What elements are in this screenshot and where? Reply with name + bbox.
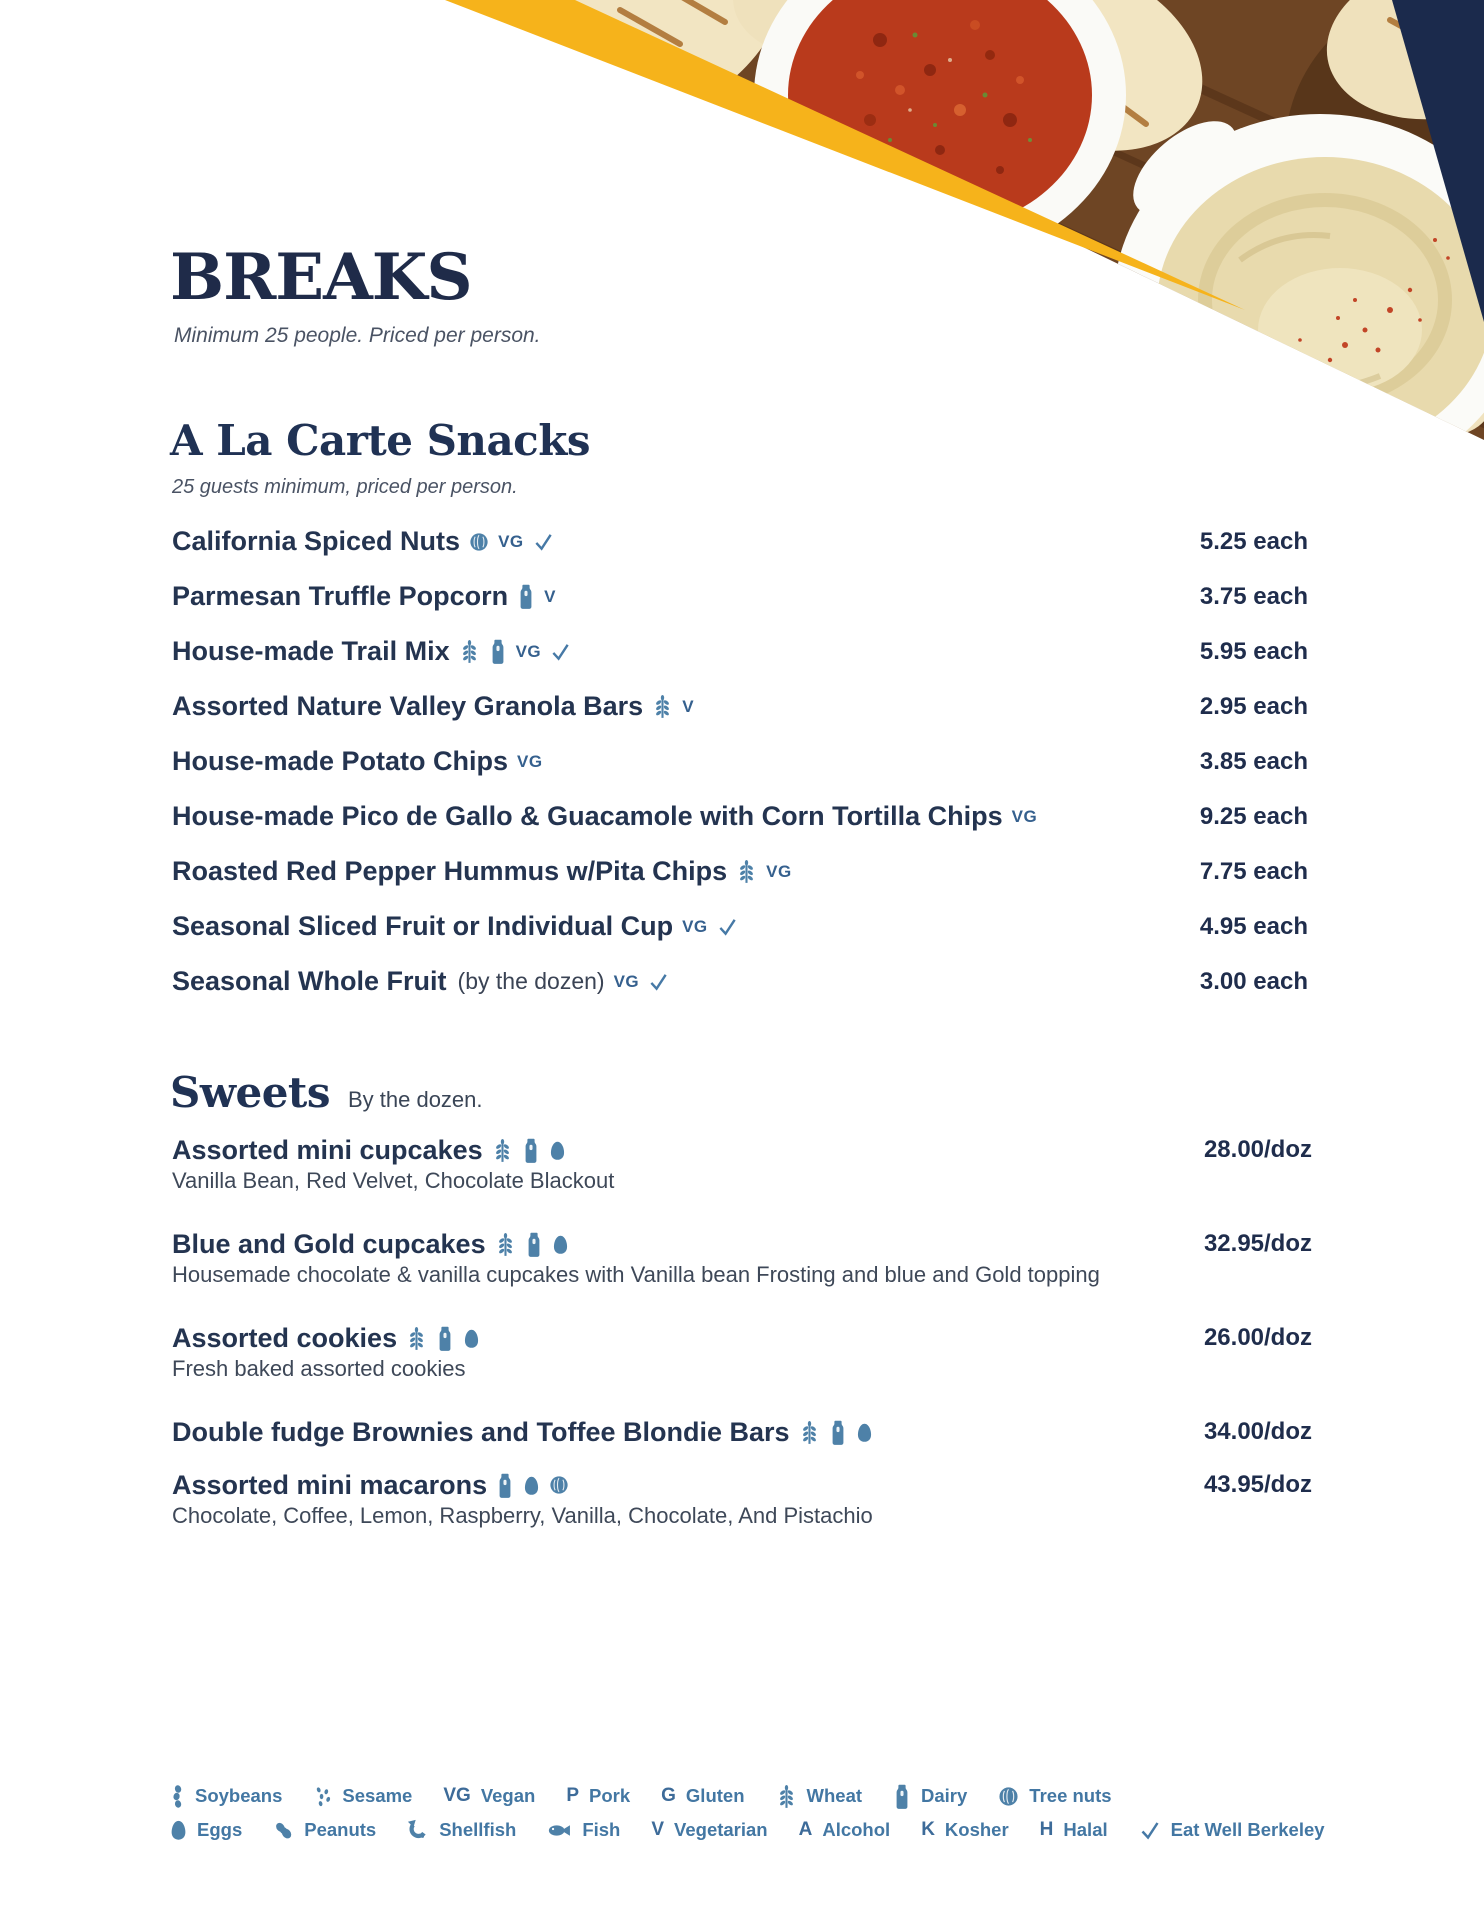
item-name-text: Double fudge Brownies and Toffee Blondie Bars bbox=[172, 1417, 790, 1447]
section-subheading-snacks: 25 guests minimum, priced per person. bbox=[172, 476, 518, 498]
legend-label: Wheat bbox=[806, 1785, 863, 1806]
dairy-icon bbox=[525, 1231, 543, 1258]
wheat-icon bbox=[492, 1138, 513, 1163]
item-price: 7.75 each bbox=[1199, 857, 1308, 885]
egg-icon bbox=[523, 1475, 540, 1496]
item-name-text: House-made Potato Chips bbox=[172, 746, 509, 776]
section-heading-snacks: A La Carte Snacks bbox=[170, 416, 590, 465]
tree-nut-icon bbox=[549, 1475, 569, 1495]
legend-item bbox=[313, 1785, 412, 1808]
menu-item-row bbox=[172, 514, 1308, 569]
section-heading-sweets: Sweets bbox=[170, 1068, 330, 1117]
item-name bbox=[172, 636, 571, 667]
page-subtitle: Minimum 25 people. Priced per person. bbox=[174, 324, 541, 347]
alcohol-symbol: A bbox=[798, 1819, 813, 1840]
legend-item bbox=[799, 1819, 891, 1841]
legend-label: Kosher bbox=[944, 1819, 1009, 1840]
item-name-text: House-made Pico de Gallo & Guacamole with Corn Tortilla Chips bbox=[172, 801, 1003, 831]
vegan-symbol: VG bbox=[613, 971, 640, 991]
wheat-icon bbox=[406, 1326, 427, 1351]
legend-label: Shellfish bbox=[439, 1819, 517, 1840]
wheat-icon bbox=[495, 1232, 516, 1257]
menu-item-row bbox=[172, 899, 1308, 954]
item-name bbox=[172, 966, 669, 997]
vegan-symbol: VG bbox=[682, 916, 708, 936]
legend-item bbox=[547, 1819, 620, 1841]
eat-well-check-icon bbox=[717, 916, 738, 937]
legend-item bbox=[651, 1819, 767, 1841]
legend-row bbox=[170, 1779, 1325, 1813]
wheat-icon bbox=[799, 1420, 820, 1445]
sesame-icon bbox=[313, 1785, 332, 1808]
item-name-text: House-made Trail Mix bbox=[172, 636, 450, 666]
peanut-icon bbox=[273, 1820, 294, 1841]
legend-item bbox=[661, 1785, 744, 1807]
item-name bbox=[172, 581, 556, 612]
wheat-icon bbox=[736, 859, 757, 884]
item-price: 9.25 each bbox=[1199, 802, 1308, 830]
item-name-text: Assorted mini macarons bbox=[172, 1470, 488, 1500]
vegetarian-symbol: V bbox=[544, 586, 556, 606]
menu-item-row bbox=[172, 1416, 1312, 1448]
item-name bbox=[172, 1416, 1158, 1448]
legend-item bbox=[776, 1784, 863, 1809]
menu-item-row bbox=[172, 624, 1308, 679]
eat-well-check-icon bbox=[1139, 1819, 1161, 1841]
legend-label: Gluten bbox=[685, 1785, 745, 1806]
section-subheading-sweets: By the dozen. bbox=[347, 1087, 483, 1112]
wheat-icon bbox=[652, 694, 673, 719]
legend-label: Dairy bbox=[921, 1785, 968, 1806]
item-price: 4.95 each bbox=[1199, 912, 1308, 940]
dairy-icon bbox=[522, 1137, 540, 1164]
item-name bbox=[172, 911, 738, 942]
item-name-text: Assorted mini cupcakes bbox=[172, 1135, 483, 1165]
vegan-symbol: VG bbox=[1011, 806, 1038, 826]
legend-label: Tree nuts bbox=[1029, 1785, 1112, 1806]
legend-item bbox=[443, 1785, 535, 1807]
photo-region bbox=[468, 0, 1484, 480]
item-name bbox=[172, 856, 792, 887]
legend-label: Alcohol bbox=[822, 1819, 891, 1840]
legend-item bbox=[566, 1785, 630, 1807]
item-price: 26.00/doz bbox=[1203, 1324, 1312, 1351]
item-price: 5.95 each bbox=[1199, 637, 1308, 665]
section-heading-sweets-row bbox=[170, 1068, 483, 1117]
vegan-symbol: VG bbox=[443, 1785, 471, 1806]
vegan-symbol: VG bbox=[766, 861, 792, 881]
eat-well-check-icon bbox=[533, 531, 554, 552]
legend-label: Halal bbox=[1063, 1819, 1108, 1840]
dietary-legend bbox=[170, 1779, 1325, 1847]
item-description: Housemade chocolate & vanilla cupcakes with Vanilla bean Frosting and blue and Gold topping bbox=[172, 1262, 1100, 1287]
menu-item-row bbox=[172, 734, 1308, 789]
wheat-icon bbox=[776, 1784, 797, 1809]
legend-item bbox=[1139, 1819, 1325, 1841]
item-price: 5.25 each bbox=[1199, 527, 1308, 555]
legend-label: Vegetarian bbox=[674, 1819, 768, 1840]
item-description: Vanilla Bean, Red Velvet, Chocolate Blackout bbox=[172, 1168, 615, 1193]
item-name bbox=[172, 526, 554, 557]
legend-item bbox=[407, 1819, 516, 1841]
item-name-text: Assorted cookies bbox=[172, 1323, 398, 1353]
item-name bbox=[172, 801, 1037, 832]
egg-icon bbox=[856, 1422, 873, 1443]
dairy-icon bbox=[489, 638, 507, 665]
pork-symbol: P bbox=[566, 1785, 579, 1806]
menu-item-row bbox=[172, 1469, 1312, 1531]
legend-label: Pork bbox=[589, 1785, 631, 1806]
menu-item-row bbox=[172, 1322, 1312, 1384]
legend-label: Soybeans bbox=[195, 1785, 283, 1806]
dairy-icon bbox=[893, 1783, 911, 1810]
egg-icon bbox=[170, 1819, 187, 1841]
item-name bbox=[172, 746, 543, 777]
dairy-icon bbox=[517, 583, 535, 610]
legend-label: Vegan bbox=[480, 1785, 536, 1806]
egg-icon bbox=[549, 1140, 566, 1161]
item-name-text: Seasonal Whole Fruit bbox=[172, 966, 447, 996]
egg-icon bbox=[463, 1328, 480, 1349]
item-name bbox=[172, 691, 694, 722]
item-name-text: Seasonal Sliced Fruit or Individual Cup bbox=[172, 911, 674, 941]
tree-nut-icon bbox=[469, 532, 489, 552]
shellfish-icon bbox=[407, 1819, 429, 1841]
item-description: Chocolate, Coffee, Lemon, Raspberry, Vanilla, Chocolate, And Pistachio bbox=[172, 1503, 873, 1528]
item-price: 3.85 each bbox=[1199, 747, 1308, 775]
wheat-icon bbox=[459, 639, 480, 664]
legend-item bbox=[170, 1784, 282, 1809]
halal-symbol: H bbox=[1039, 1819, 1054, 1840]
legend-item bbox=[893, 1783, 967, 1810]
item-description: Fresh baked assorted cookies bbox=[172, 1356, 466, 1381]
legend-item bbox=[921, 1819, 1008, 1841]
kosher-symbol: K bbox=[921, 1819, 935, 1840]
vegan-symbol: VG bbox=[498, 531, 524, 551]
item-name-text: Assorted Nature Valley Granola Bars bbox=[172, 691, 644, 721]
menu-item-row bbox=[172, 1228, 1312, 1290]
menu-item-row bbox=[172, 844, 1308, 899]
item-price: 34.00/doz bbox=[1203, 1418, 1312, 1445]
legend-label: Eggs bbox=[197, 1819, 243, 1840]
legend-item bbox=[998, 1785, 1111, 1807]
egg-icon bbox=[552, 1234, 569, 1255]
legend-row bbox=[170, 1813, 1325, 1847]
vegetarian-symbol: V bbox=[651, 1819, 665, 1840]
legend-label: Fish bbox=[582, 1819, 621, 1840]
legend-item bbox=[170, 1819, 242, 1841]
item-name bbox=[172, 1134, 1158, 1166]
legend-item bbox=[1040, 1819, 1108, 1841]
item-name-text: Blue and Gold cupcakes bbox=[172, 1229, 486, 1259]
snacks-list bbox=[172, 514, 1308, 1009]
vegan-symbol: VG bbox=[517, 751, 543, 771]
menu-item-row bbox=[172, 789, 1308, 844]
menu-item-row bbox=[172, 954, 1308, 1009]
menu-item-row bbox=[172, 569, 1308, 624]
dairy-icon bbox=[436, 1325, 454, 1352]
gluten-symbol: G bbox=[661, 1785, 676, 1806]
hummus-bowl bbox=[1114, 104, 1484, 480]
item-name-suffix: (by the dozen) bbox=[457, 968, 605, 994]
dairy-icon bbox=[829, 1419, 847, 1446]
item-price: 32.95/doz bbox=[1203, 1230, 1312, 1257]
item-price: 28.00/doz bbox=[1203, 1136, 1312, 1163]
item-name-text: California Spiced Nuts bbox=[172, 526, 461, 556]
legend-label: Sesame bbox=[342, 1785, 413, 1806]
item-price: 2.95 each bbox=[1199, 692, 1308, 720]
dairy-icon bbox=[496, 1472, 514, 1499]
vegetarian-symbol: V bbox=[682, 696, 695, 716]
sweets-list bbox=[172, 1134, 1312, 1531]
menu-item-row bbox=[172, 679, 1308, 734]
item-name bbox=[172, 1228, 1158, 1260]
item-price: 3.00 each bbox=[1199, 967, 1308, 995]
menu-item-row bbox=[172, 1134, 1312, 1196]
eat-well-check-icon bbox=[550, 641, 571, 662]
eat-well-check-icon bbox=[648, 971, 669, 992]
item-price: 43.95/doz bbox=[1203, 1471, 1312, 1498]
fish-icon bbox=[547, 1821, 572, 1840]
legend-label: Eat Well Berkeley bbox=[1170, 1819, 1325, 1840]
soybeans-icon bbox=[170, 1784, 185, 1809]
tree-nut-icon bbox=[998, 1786, 1019, 1807]
red-dip-bowl bbox=[754, 0, 1126, 290]
item-price: 3.75 each bbox=[1199, 582, 1308, 610]
legend-item bbox=[273, 1819, 376, 1841]
legend-label: Peanuts bbox=[304, 1819, 377, 1840]
item-name bbox=[172, 1469, 1158, 1501]
vegan-symbol: VG bbox=[515, 641, 542, 661]
item-name-text: Roasted Red Pepper Hummus w/Pita Chips bbox=[172, 856, 728, 886]
item-name-text: Parmesan Truffle Popcorn bbox=[172, 581, 509, 611]
item-name bbox=[172, 1322, 1158, 1354]
page-title: BREAKS bbox=[170, 240, 472, 315]
